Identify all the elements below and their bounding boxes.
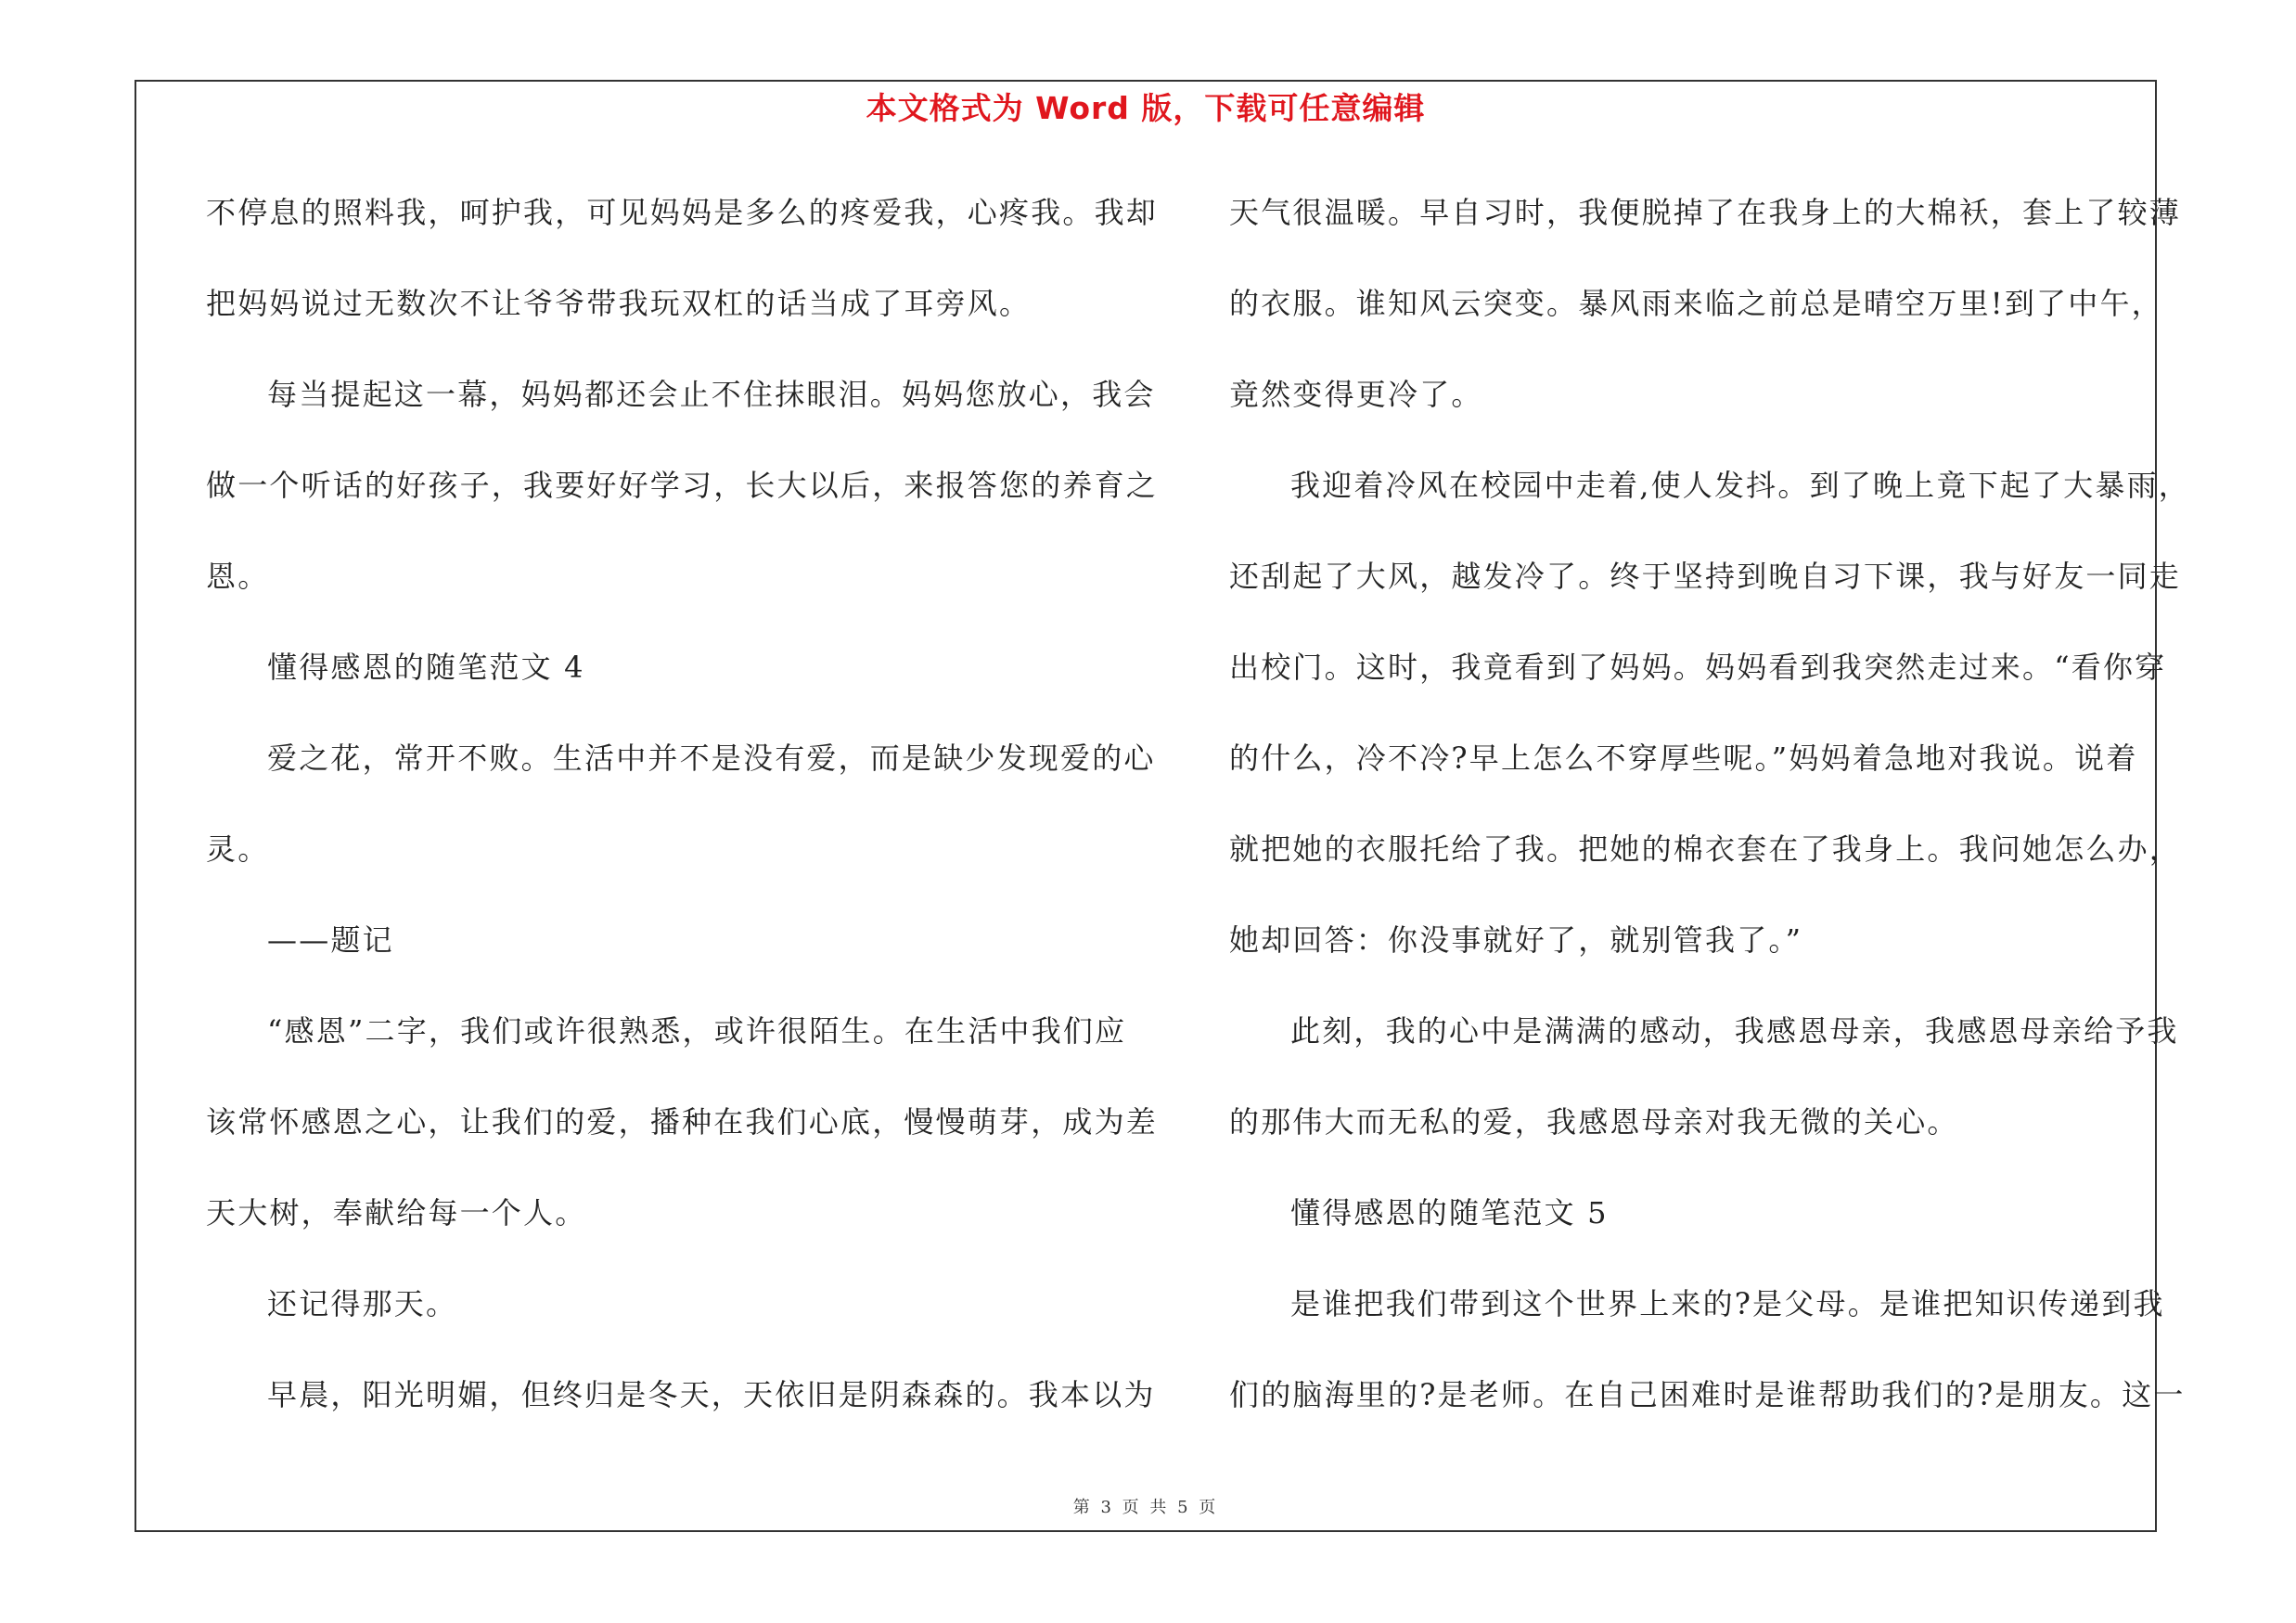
text-line: 天大树，奉献给每一个人。: [206, 1195, 587, 1230]
text-line: 是谁把我们带到这个世界上来的?是父母。是谁把知识传递到我: [1290, 1286, 2165, 1321]
text-line: 该常怀感恩之心，让我们的爱，播种在我们心底，慢慢萌芽，成为差: [206, 1104, 1159, 1140]
text-line: 我迎着冷风在校园中走着,使人发抖。到了晚上竟下起了大暴雨，: [1290, 468, 2190, 503]
text-line: “感恩”二字，我们或许很熟悉，或许很陌生。在生活中我们应: [267, 1013, 1127, 1049]
text-line: 的什么，冷不冷?早上怎么不穿厚些呢。”妈妈着急地对我说。说着: [1229, 741, 2138, 776]
text-line: 就把她的衣服托给了我。把她的棉衣套在了我身上。我问她怎么办，: [1229, 831, 2182, 867]
left-text-column: [206, 182, 1159, 1455]
text-line: 天气很温暖。早自习时，我便脱掉了在我身上的大棉袄，套上了较薄: [1229, 195, 2182, 230]
text-line: 早晨，阳光明媚，但终归是冬天，天依旧是阴森森的。我本以为: [267, 1377, 1156, 1412]
format-banner: 本文格式为 Word 版，下载可任意编辑: [866, 90, 1426, 126]
text-line: 此刻，我的心中是满满的感动，我感恩母亲，我感恩母亲给予我: [1290, 1013, 2179, 1049]
text-line: 不停息的照料我，呵护我，可见妈妈是多么的疼爱我，心疼我。我却: [206, 195, 1159, 230]
text-line: 做一个听话的好孩子，我要好好学习，长大以后，来报答您的养育之: [206, 468, 1159, 503]
text-line: ——题记: [267, 922, 394, 958]
text-line: 还记得那天。: [267, 1286, 458, 1321]
page-number-footer: 第 3 页 共 5 页: [1072, 1498, 1219, 1517]
text-line: 懂得感恩的随笔范文 5: [1290, 1195, 1609, 1230]
text-line: 们的脑海里的?是老师。在自己困难时是谁帮助我们的?是朋友。这一: [1229, 1377, 2186, 1412]
text-line: 每当提起这一幕，妈妈都还会止不住抹眼泪。妈妈您放心，我会: [267, 377, 1156, 412]
text-line: 爱之花，常开不败。生活中并不是没有爱，而是缺少发现爱的心: [267, 741, 1156, 776]
text-line: 恩。: [206, 559, 270, 594]
text-line: 竟然变得更冷了。: [1229, 377, 1483, 412]
text-line: 灵。: [206, 831, 270, 867]
text-line: 出校门。这时，我竟看到了妈妈。妈妈看到我突然走过来。“看你穿: [1229, 650, 2167, 685]
text-line: 还刮起了大风，越发冷了。终于坚持到晚自习下课，我与好友一同走: [1229, 559, 2182, 594]
text-line: 的衣服。谁知风云突变。暴风雨来临之前总是晴空万里!到了中午，: [1229, 286, 2163, 321]
text-line: 把妈妈说过无数次不让爷爷带我玩双杠的话当成了耳旁风。: [206, 286, 1032, 321]
right-text-column: [1229, 182, 2190, 1455]
text-line: 的那伟大而无私的爱，我感恩母亲对我无微的关心。: [1229, 1104, 1959, 1140]
text-line: 她却回答：你没事就好了，就别管我了。”: [1229, 922, 1803, 958]
text-line: 懂得感恩的随笔范文 4: [267, 650, 585, 685]
